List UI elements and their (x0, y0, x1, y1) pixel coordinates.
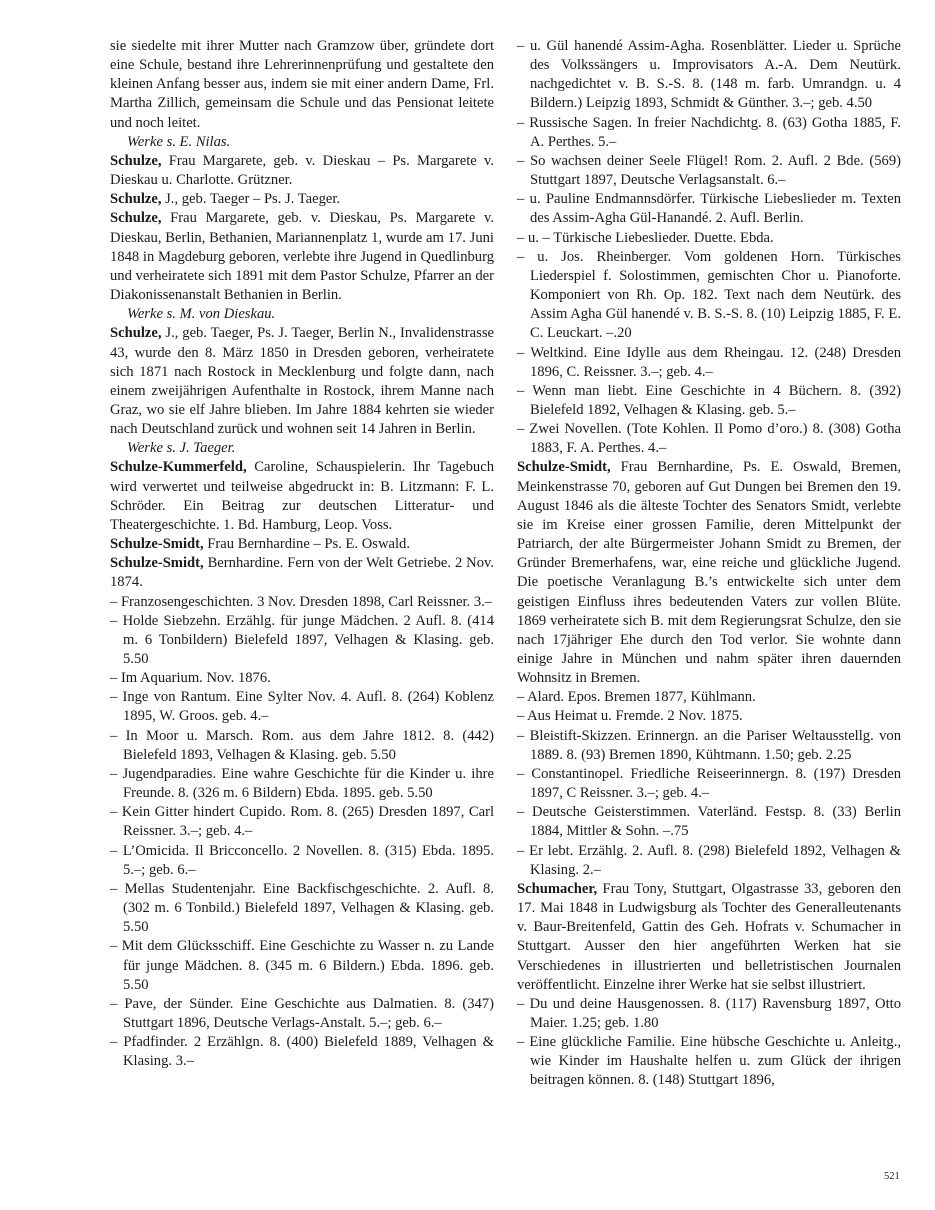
author-entry (517, 458, 901, 688)
bibliography-item (110, 803, 494, 841)
bibliography-item (110, 1033, 494, 1071)
author-entry (517, 880, 901, 995)
entry-text: Werke s. M. von Dieskau. (127, 306, 276, 323)
entry-headword: Schulze-Smidt, (517, 459, 611, 476)
entry-headword: Schulze-Smidt, (110, 536, 204, 553)
bibliography-item (517, 688, 901, 707)
bibliography-item (517, 842, 901, 880)
entry-text: Frau Margarete, geb. v. Dieskau, Ps. Margarete v. Dieskau, Berlin, Bethanien, Mariannenplatz 1, wurde am 17. Juni 1848 in Magdeburg geboren, verlebte ihre Jugend in Quedlinburg und verheiratete sich 1891 mit dem Pastor Schulze, Pfarrer an der Diakonissenanstalt Bethanien in Berlin. (110, 210, 494, 304)
left-column (110, 37, 494, 1071)
entry-text: – u. – Türkische Liebeslieder. Duette. Ebda. (517, 229, 774, 246)
entry-text: – Pfadfinder. 2 Erzählgn. 8. (400) Bielefeld 1889, Velhagen & Klasing. 3.– (110, 1034, 494, 1070)
entry-text: – Im Aquarium. Nov. 1876. (110, 670, 271, 687)
entry-text: – In Moor u. Marsch. Rom. aus dem Jahre 1812. 8. (442) Bielefeld 1893, Velhagen & Klasing. geb. 5.50 (110, 727, 494, 763)
entry-text: – Jugendparadies. Eine wahre Geschichte für die Kinder u. ihre Freunde. 8. (326 m. 6 Bildern) Ebda. 1895. geb. 5.50 (110, 765, 494, 802)
entry-headword: Schulze, (110, 210, 162, 227)
entry-text: Bernhardine. Fern von der Welt Getriebe. 2 Nov. 1874. (110, 555, 494, 591)
page-number: 521 (884, 1171, 900, 1182)
entry-text: – Russische Sagen. In freier Nachdichtg. 8. (63) Gotha 1885, F. A. Perthes. 5.– (517, 114, 901, 150)
entry-text: – Er lebt. Erzählg. 2. Aufl. 8. (298) Bielefeld 1892, Velhagen & Klasing. 2.– (517, 842, 901, 878)
bibliography-item (517, 765, 901, 803)
entry-text: Caroline, Schauspielerin. Ihr Tagebuch wird verwertet und teilweise abgedruckt in: B. Litzmann: F. L. Schröder. Ein Beitrag zur deutschen Litteratur- und Theatergeschichte. 1. Bd. Hamburg, Leop. Voss. (110, 459, 494, 533)
entry-text: – Alard. Epos. Bremen 1877, Kühlmann. (517, 689, 756, 706)
entry-headword: Schulze, (110, 152, 162, 169)
bibliography-item (110, 688, 494, 726)
bibliography-item (110, 880, 494, 937)
author-entry (110, 554, 494, 592)
bibliography-item (517, 1033, 901, 1090)
entry-text: sie siedelte mit ihrer Mutter nach Gramzow über, gründete dort eine Schule, bestand ihre Lehrerinnenprüfung und gestaltete den kleinen Anfang besser aus, indem sie mit einer andern Dame, Frl. Martha Zillich, gemeinsam die Schule und das Pensionat leitete und noch leitet. (110, 38, 494, 131)
entry-text: – Weltkind. Eine Idylle aus dem Rheingau. 12. (248) Dresden 1896, C. Reissner. 3.–; geb. 4.– (517, 344, 901, 380)
author-entry (110, 324, 494, 439)
bibliography-item (517, 727, 901, 765)
entry-text: Frau Bernhardine – Ps. E. Oswald. (203, 536, 410, 553)
works-reference (110, 439, 494, 458)
bibliography-item (110, 937, 494, 994)
entry-text: – Mellas Studentenjahr. Eine Backfischgeschichte. 2. Aufl. 8. (302 m. 6 Tonbild.) Bielefeld 1897, Velhagen & Klasing. geb. 5.50 (110, 880, 494, 936)
entry-headword: Schulze-Smidt, (110, 555, 204, 572)
bibliography-item (517, 995, 901, 1033)
entry-text: – Inge von Rantum. Eine Sylter Nov. 4. Aufl. 8. (264) Koblenz 1895, W. Groos. geb. 4.– (110, 689, 494, 725)
bibliography-item (517, 707, 901, 726)
author-entry (110, 209, 494, 305)
entry-text: – So wachsen deiner Seele Flügel! Rom. 2. Aufl. 2 Bde. (569) Stuttgart 1897, Deutsche Verlagsanstalt. 6.– (517, 152, 901, 189)
entry-headword: Schulze, (110, 191, 162, 208)
works-reference (110, 133, 494, 152)
bibliography-item (517, 248, 901, 344)
entry-text: J., geb. Taeger – Ps. J. Taeger. (161, 191, 341, 208)
bibliography-item (110, 727, 494, 765)
entry-text: Werke s. J. Taeger. (127, 440, 236, 457)
entry-headword: Schulze, (110, 325, 162, 342)
bibliography-item (517, 114, 901, 152)
entry-text: – Franzosengeschichten. 3 Nov. Dresden 1898, Carl Reissner. 3.– (110, 593, 493, 610)
entry-text: – Holde Siebzehn. Erzählg. für junge Mädchen. 2 Aufl. 8. (414 m. 6 Tonbildern) Bielefeld 1897, Velhagen & Klasing. geb. 5.50 (110, 612, 494, 667)
bibliography-item (110, 593, 494, 612)
bibliography-item (517, 37, 901, 114)
bibliography-item (110, 765, 494, 803)
entry-text: – u. Gül hanendé Assim-Agha. Rosenblätter. Lieder u. Sprüche des Volkssängers u. Improvisators A.-A. Dem Neutürk. nachgedichtet v. B. S.-S. 8. (148 m. farb. Umrandgn. u. 4 Bildern.) Leipzig 1893, Schmidt & Günther. 3.–; geb. 4.50 (517, 38, 901, 112)
bibliography-item (110, 995, 494, 1033)
bibliography-item (517, 344, 901, 382)
entry-text: – L’Omicida. Il Bricconcello. 2 Novellen. 8. (315) Ebda. 1895. 5.–; geb. 6.– (110, 842, 494, 878)
entry-text: Werke s. E. Nilas. (127, 133, 231, 150)
bibliography-item (517, 190, 901, 228)
author-entry (110, 152, 494, 190)
entry-text: Frau Tony, Stuttgart, Olgastrasse 33, geboren den 17. Mai 1848 in Ludwigsburg als Tochter des Generalleutenants v. Baur-Breitenfeld, Gattin des Geh. Hofrats v. Schumacher in Stuttgart. Ausser den hier angeführten Werken hat sie Verschiedenes in illustrierten und belletristischen Journalen veröffentlicht. Einzelne ihrer Werke hat sie selbst illustriert. (517, 880, 901, 993)
entry-text: – Deutsche Geisterstimmen. Vaterländ. Festsp. 8. (33) Berlin 1884, Mittler & Sohn. –.75 (517, 804, 901, 840)
author-entry (110, 535, 494, 554)
entry-text: J., geb. Taeger, Ps. J. Taeger, Berlin N., Invalidenstrasse 43, wurde den 8. März 1850 in Dresden geboren, verheiratete sich 1871 nach Rostock in Mecklenburg und folgte dann, nach einem zweijährigen Aufenthalte in Rostock, ihrem Manne nach Graz, wo sie elf Jahre blieben. Im Jahre 1884 kehrten sie wieder nach Deutschland zurück und wohnen seit 14 Jahren in Berlin. (110, 325, 494, 438)
bibliography-item (110, 612, 494, 669)
bibliography-item (517, 420, 901, 458)
bibliography-item (517, 803, 901, 841)
entry-text: – Zwei Novellen. (Tote Kohlen. Il Pomo d’oro.) 8. (308) Gotha 1883, F. A. Perthes. 4.– (517, 421, 901, 457)
entry-text: – Wenn man liebt. Eine Geschichte in 4 Büchern. 8. (392) Bielefeld 1892, Velhagen & Klasing. geb. 5.– (517, 382, 901, 418)
entry-headword: Schumacher, (517, 880, 598, 897)
bibliography-item (110, 842, 494, 880)
bibliography-item (517, 382, 901, 420)
entry-headword: Schulze-Kummerfeld, (110, 459, 247, 476)
author-entry (110, 190, 494, 209)
entry-text: – Kein Gitter hindert Cupido. Rom. 8. (265) Dresden 1897, Carl Reissner. 3.–; geb. 4.– (110, 804, 494, 840)
continued-text (110, 37, 494, 133)
author-entry (110, 458, 494, 535)
entry-text: – Bleistift-Skizzen. Erinnergn. an die Pariser Weltausstellg. von 1889. 8. (93) Bremen 1890, Kühtmann. 1.50; geb. 2.25 (517, 727, 901, 763)
bibliography-item (517, 152, 901, 190)
works-reference (110, 305, 494, 324)
entry-text: – u. Jos. Rheinberger. Vom goldenen Horn. Türkisches Liederspiel f. Solostimmen, gemischten Chor u. Pianoforte. Komponiert von Rh. Op. 182. Text nach dem Neutürk. des Assim Agha Gül hanendé v. B. S.-S. 8. (10) Leipzig 1885, F. E. C. Leuckart. –.20 (517, 248, 901, 342)
entry-text: – Constantinopel. Friedliche Reiseerinnergn. 8. (197) Dresden 1897, C Reissner. 3.–; geb. 4.– (517, 765, 901, 802)
bibliography-item (517, 229, 901, 248)
entry-text: – Pave, der Sünder. Eine Geschichte aus Dalmatien. 8. (347) Stuttgart 1896, Deutsche Verlags-Anstalt. 5.–; geb. 6.– (110, 995, 494, 1031)
entry-text: – Eine glückliche Familie. Eine hübsche Geschichte u. Anleitg., wie Kinder im Haushalte helfen u. zum Glück der ihrigen beitragen können. 8. (148) Stuttgart 1896, (517, 1034, 901, 1089)
bibliography-item (110, 669, 494, 688)
entry-text: – Du und deine Hausgenossen. 8. (117) Ravensburg 1897, Otto Maier. 1.25; geb. 1.80 (517, 995, 901, 1031)
entry-text: Frau Margarete, geb. v. Dieskau – Ps. Margarete v. Dieskau u. Charlotte. Grützner. (110, 152, 494, 189)
entry-text: – Mit dem Glücksschiff. Eine Geschichte zu Wasser n. zu Lande für junge Mädchen. 8. (345 m. 6 Bildern.) Ebda. 1896. geb. 5.50 (110, 938, 494, 993)
entry-text: Frau Bernhardine, Ps. E. Oswald, Bremen, Meinkenstrasse 70, geboren auf Gut Dungen bei Bremen den 19. August 1846 als die älteste Tochter des Senators Smidt, verlebte sie im Kreise einer grossen Familie, deren Mittelpunkt der Patriarch, der alte Bürgermeister Johann Smidt zu Bremen, der Gründer Bremerhafens, war, eine reiche und glückliche Jugend. Die poetische Veranlagung B.’s entwickelte sich unter dem geistigen Einfluss ihres bedeutenden Vaters zur vollen Blüte. 1869 verheiratete sich B. mit dem Regierungsrat Schulze, den sie nach 17jähriger Ehe durch den Tod verlor. Sie wohnte dann einige Jahre in München und nahm später ihren dauernden Wohnsitz in Bremen. (517, 459, 901, 687)
entry-text: – u. Pauline Endmannsdörfer. Türkische Liebeslieder m. Texten des Assim-Agha Gül-Hanandé. 2. Aufl. Berlin. (517, 191, 901, 227)
entry-text: – Aus Heimat u. Fremde. 2 Nov. 1875. (517, 708, 743, 725)
right-column (517, 37, 901, 1091)
